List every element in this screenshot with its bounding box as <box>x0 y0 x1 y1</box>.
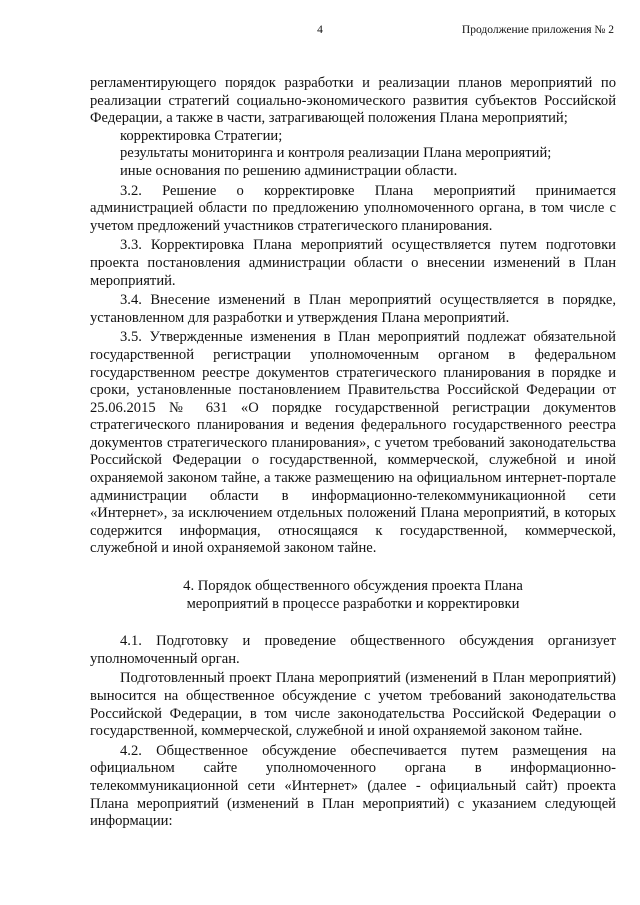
section-heading-line: мероприятий в процессе разработки и корректировки <box>186 595 520 612</box>
paragraph: 4.1. Подготовку и проведение общественного обсуждения организует уполномоченный орган. <box>90 633 616 667</box>
paragraph: 3.5. Утвержденные изменения в План мероприятий подлежат обязательной государственной регистрации уполномоченным органом в федеральном государственном реестре документов стратегического планирования в порядке и сроки, установленные постановлением Правительства Российской Федерации от 25.06.2015 № 631 «О порядке государственной регистрации документов стратегического планирования и ведения федерального государственного реестра документов стратегического планирования», с учетом требований законодательства Российской Федерации о государственной, коммерческой, служебной и иной охраняемой законом тайне, а также размещению на официальном интернет-портале администрации области в информационно-телекоммуникационной сети «Интернет», за исключением отдельных положений Плана мероприятий, в которых содержится информация, относящаяся к государственной, коммерческой, служебной и иной охраняемой законом тайне. <box>90 329 616 557</box>
paragraph: результаты мониторинга и контроля реализации Плана мероприятий; <box>120 145 552 162</box>
paragraph: 3.4. Внесение изменений в План мероприятий осуществляется в порядке, установленном для разработки и утверждения Плана мероприятий. <box>90 292 616 326</box>
paragraph: 4.2. Общественное обсуждение обеспечивается путем размещения на официальном сайте уполномоченного органа в информационно-телекоммуникационной сети «Интернет» (далее - официальный сайт) проекта Плана мероприятий (изменений в План мероприятий) с указанием следующей информации: <box>90 742 616 830</box>
paragraph: Подготовленный проект Плана мероприятий (изменений в План мероприятий) выносится на общественное обсуждение с учетом требований законодательства Российской Федерации, в том числе законодательства Российской Федерации о государственной, коммерческой, служебной и иной охраняемой законом тайне. <box>90 670 616 740</box>
paragraph: регламентирующего порядок разработки и реализации планов мероприятий по реализации стратегий социально-экономического развития субъектов Российской Федерации, а также в части, затрагивающей положения Плана мероприятий; <box>90 75 616 127</box>
paragraph: иные основания по решению администрации области. <box>120 162 458 179</box>
page-number: 4 <box>317 24 323 36</box>
document-body <box>90 75 616 831</box>
section-heading <box>90 578 616 613</box>
appendix-label: Продолжение приложения № 2 <box>461 24 614 36</box>
paragraph: корректировка Стратегии; <box>120 127 283 144</box>
paragraph: 3.2. Решение о корректировке Плана мероприятий принимается администрацией области по предложению уполномоченного органа, в том числе с учетом предложений участников стратегического планирования. <box>90 182 616 234</box>
section-heading-line: 4. Порядок общественного обсуждения проекта Плана <box>183 578 523 595</box>
paragraph: 3.3. Корректировка Плана мероприятий осуществляется путем подготовки проекта постановления администрации области о внесении изменений в План мероприятий. <box>90 237 616 289</box>
